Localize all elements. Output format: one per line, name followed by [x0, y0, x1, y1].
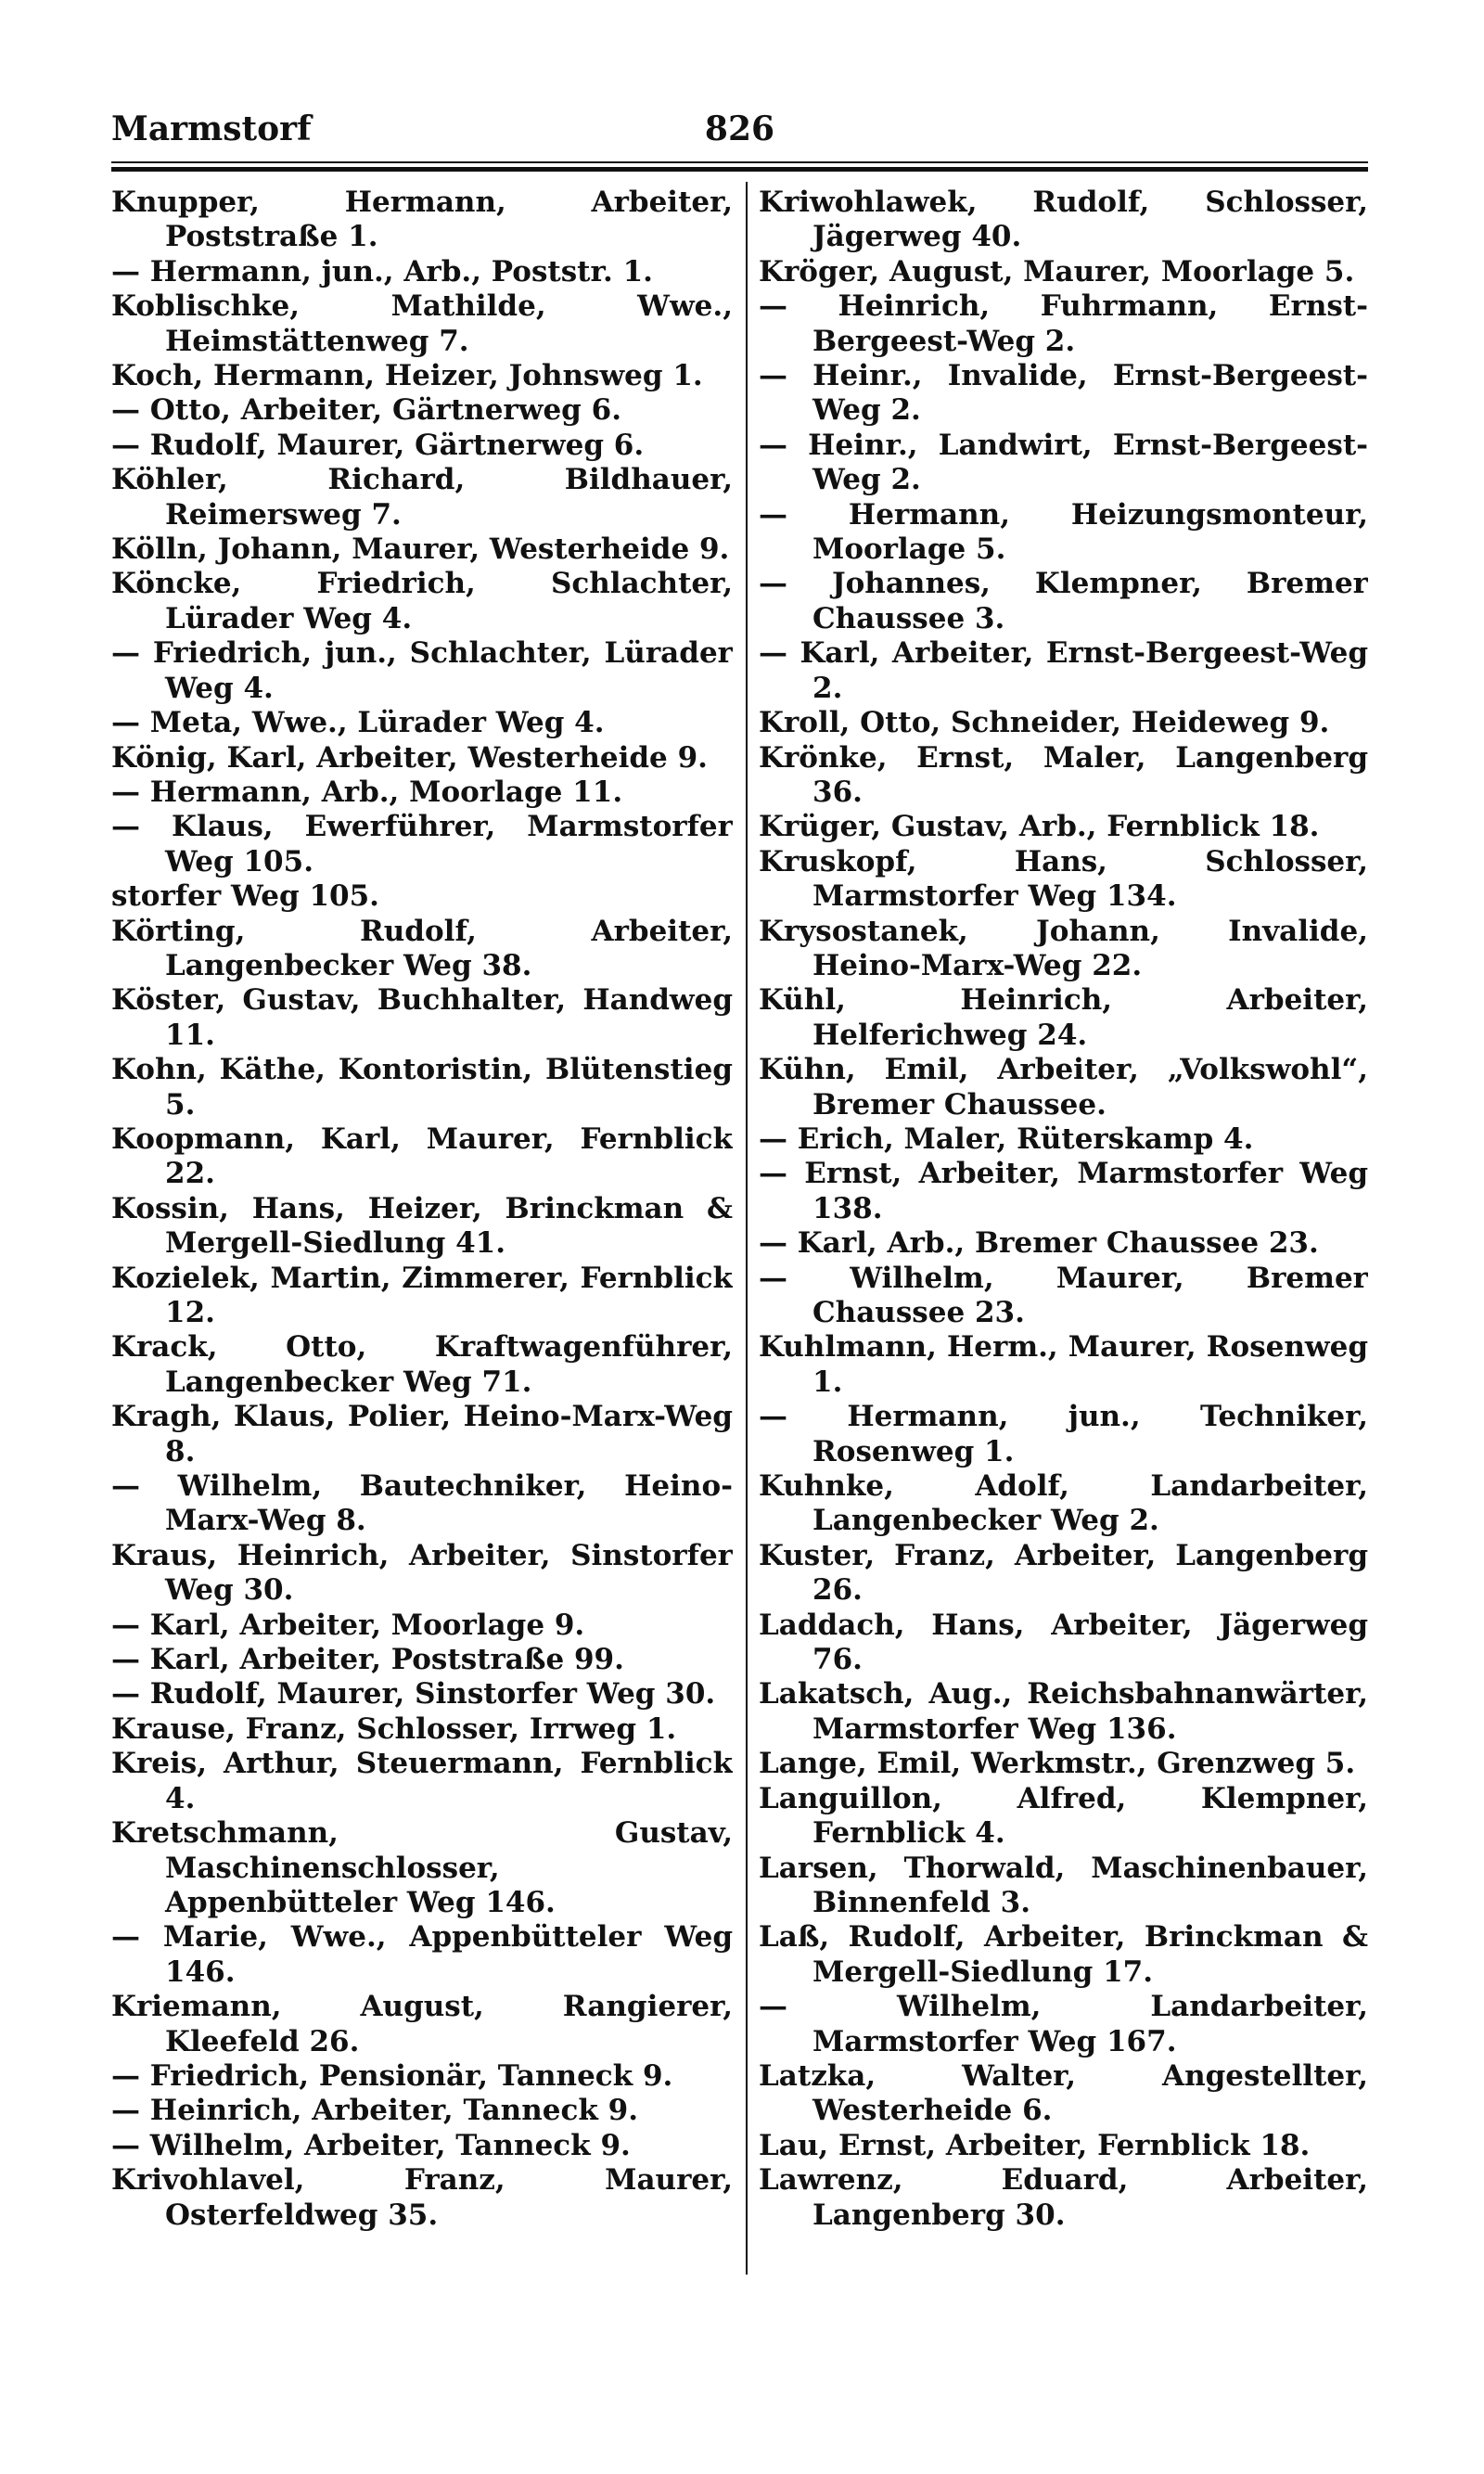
directory-entry: Kuster, Franz, Arbeiter, Langenberg 26.: [759, 1538, 1368, 1608]
directory-entry: Laddach, Hans, Arbeiter, Jägerweg 76.: [759, 1608, 1368, 1677]
directory-entry: — Wilhelm, Arbeiter, Tanneck 9.: [111, 2128, 631, 2162]
directory-entry: Krüger, Gustav, Arb., Fernblick 18.: [759, 810, 1320, 844]
directory-entry: Kriemann, August, Rangierer, Kleefeld 26.: [111, 1990, 733, 2058]
directory-entry: — Rudolf, Maurer, Sinstorfer Weg 30.: [111, 1677, 716, 1711]
directory-entry: Körting, Rudolf, Arbeiter, Langenbecker Weg 38.: [111, 914, 733, 982]
directory-entry: storfer Weg 105.: [111, 879, 379, 914]
header-rule-thin: [111, 161, 1368, 163]
directory-entry: Krysostanek, Johann, Invalide, Heino-Marx-Weg 22.: [759, 914, 1368, 982]
directory-entry: Kriwohlawek, Rudolf, Schlosser, Jägerweg 40.: [759, 186, 1368, 254]
directory-entry: Kozielek, Martin, Zimmerer, Fernblick 12.: [111, 1261, 733, 1329]
directory-entry: Kühn, Emil, Arbeiter, „Volkswohl“, Bremer Chaussee.: [759, 1053, 1368, 1122]
directory-entry: Köster, Gustav, Buchhalter, Handweg 11.: [111, 983, 733, 1052]
directory-entry: — Heinr., Invalide, Ernst-Bergeest-Weg 2.: [759, 359, 1368, 428]
directory-entry: — Wilhelm, Landarbeiter, Marmstorfer Weg 167.: [759, 1990, 1368, 2058]
directory-entry: — Heinrich, Fuhrmann, Ernst-Bergeest-Weg 2.: [759, 289, 1368, 358]
page-header: [111, 109, 1368, 156]
directory-entry: Kölln, Johann, Maurer, Westerheide 9.: [111, 532, 730, 567]
directory-entry: Krönke, Ernst, Maler, Langenberg 36.: [759, 740, 1368, 809]
directory-entry: Köncke, Friedrich, Schlachter, Lürader Weg 4.: [111, 567, 733, 635]
page-number: 826: [704, 109, 775, 148]
directory-entry: Kroll, Otto, Schneider, Heideweg 9.: [759, 706, 1330, 740]
directory-entry: Lawrenz, Eduard, Arbeiter, Langenberg 30.: [759, 2163, 1368, 2232]
left-column: [111, 186, 733, 2430]
directory-entry: Kreis, Arthur, Steuermann, Fernblick 4.: [111, 1747, 733, 1815]
directory-entry: Lakatsch, Aug., Reichsbahnanwärter, Marmstorfer Weg 136.: [759, 1677, 1368, 1746]
directory-entry: Köhler, Richard, Bildhauer, Reimersweg 7.: [111, 463, 733, 532]
directory-entry: — Marie, Wwe., Appenbütteler Weg 146.: [111, 1920, 733, 1989]
directory-entry: Koch, Hermann, Heizer, Johnsweg 1.: [111, 359, 703, 393]
directory-entry: — Hermann, jun., Arb., Poststr. 1.: [111, 254, 653, 288]
directory-entry: — Karl, Arbeiter, Poststraße 99.: [111, 1643, 624, 1677]
directory-entry: Kruskopf, Hans, Schlosser, Marmstorfer Weg 134.: [759, 844, 1368, 914]
directory-entry: — Otto, Arbeiter, Gärtnerweg 6.: [111, 393, 622, 428]
directory-entry: Kossin, Hans, Heizer, Brinckman & Mergell-Siedlung 41.: [111, 1191, 733, 1261]
directory-entry: Lange, Emil, Werkmstr., Grenzweg 5.: [759, 1747, 1356, 1781]
directory-entry: Koblischke, Mathilde, Wwe., Heimstättenweg 7.: [111, 289, 733, 358]
column-divider: [746, 182, 748, 2275]
header-rule-thick: [111, 167, 1368, 172]
directory-entry: — Erich, Maler, Rüterskamp 4.: [759, 1122, 1254, 1156]
directory-entry: — Karl, Arbeiter, Ernst-Bergeest-Weg 2.: [759, 636, 1368, 705]
header-place-name: Marmstorf: [111, 109, 312, 148]
directory-entry: Knupper, Hermann, Arbeiter, Poststraße 1.: [111, 186, 733, 254]
directory-entry: Kuhlmann, Herm., Maurer, Rosenweg 1.: [759, 1330, 1368, 1399]
directory-entry: Kragh, Klaus, Polier, Heino-Marx-Weg 8.: [111, 1400, 733, 1468]
directory-entry: — Friedrich, jun., Schlachter, Lürader Weg 4.: [111, 636, 733, 705]
directory-entry: Larsen, Thorwald, Maschinenbauer, Binnenfeld 3.: [759, 1851, 1368, 1919]
directory-entry: Krack, Otto, Kraftwagenführer, Langenbecker Weg 71.: [111, 1330, 733, 1399]
directory-entry: Kohn, Käthe, Kontoristin, Blütenstieg 5.: [111, 1053, 733, 1122]
directory-entry: — Hermann, jun., Techniker, Rosenweg 1.: [759, 1400, 1368, 1468]
directory-entry: Kuhnke, Adolf, Landarbeiter, Langenbecker Weg 2.: [759, 1469, 1368, 1538]
directory-entry: — Hermann, Heizungsmonteur, Moorlage 5.: [759, 497, 1368, 567]
directory-entry: — Karl, Arbeiter, Moorlage 9.: [111, 1608, 585, 1642]
directory-entry: — Friedrich, Pensionär, Tanneck 9.: [111, 2058, 673, 2093]
directory-entry: Laß, Rudolf, Arbeiter, Brinckman & Mergell-Siedlung 17.: [759, 1920, 1368, 1989]
directory-entry: Kretschmann, Gustav, Maschinenschlosser, Appenbütteler Weg 146.: [111, 1816, 733, 1919]
directory-entry: — Karl, Arb., Bremer Chaussee 23.: [759, 1226, 1319, 1261]
right-column: [759, 186, 1368, 2430]
directory-entry: — Wilhelm, Maurer, Bremer Chaussee 23.: [759, 1261, 1368, 1329]
directory-entry: — Meta, Wwe., Lürader Weg 4.: [111, 706, 605, 740]
directory-entry: — Heinrich, Arbeiter, Tanneck 9.: [111, 2094, 638, 2128]
directory-entry: — Ernst, Arbeiter, Marmstorfer Weg 138.: [759, 1157, 1368, 1225]
directory-entry: Koopmann, Karl, Maurer, Fernblick 22.: [111, 1122, 733, 1191]
directory-entry: — Wilhelm, Bautechniker, Heino-Marx-Weg 8.: [111, 1469, 733, 1538]
directory-entry: Lau, Ernst, Arbeiter, Fernblick 18.: [759, 2128, 1311, 2162]
directory-entry: Latzka, Walter, Angestellter, Westerheide 6.: [759, 2058, 1368, 2128]
directory-entry: — Hermann, Arb., Moorlage 11.: [111, 775, 623, 809]
directory-entry: — Klaus, Ewerführer, Marmstorfer Weg 105.: [111, 810, 733, 878]
directory-entry: Kraus, Heinrich, Arbeiter, Sinstorfer Weg 30.: [111, 1538, 733, 1608]
directory-entry: — Johannes, Klempner, Bremer Chaussee 3.: [759, 567, 1368, 635]
directory-entry: — Rudolf, Maurer, Gärtnerweg 6.: [111, 428, 645, 462]
directory-entry: Languillon, Alfred, Klempner, Fernblick 4.: [759, 1781, 1368, 1851]
directory-entry: König, Karl, Arbeiter, Westerheide 9.: [111, 740, 708, 775]
directory-entry: — Heinr., Landwirt, Ernst-Bergeest-Weg 2.: [759, 428, 1368, 497]
directory-entry: Kühl, Heinrich, Arbeiter, Helferichweg 24.: [759, 983, 1368, 1052]
directory-entry: Kröger, August, Maurer, Moorlage 5.: [759, 254, 1355, 288]
directory-entry: Krivohlavel, Franz, Maurer, Osterfeldweg 35.: [111, 2163, 733, 2232]
directory-entry: Krause, Franz, Schlosser, Irrweg 1.: [111, 1711, 677, 1746]
